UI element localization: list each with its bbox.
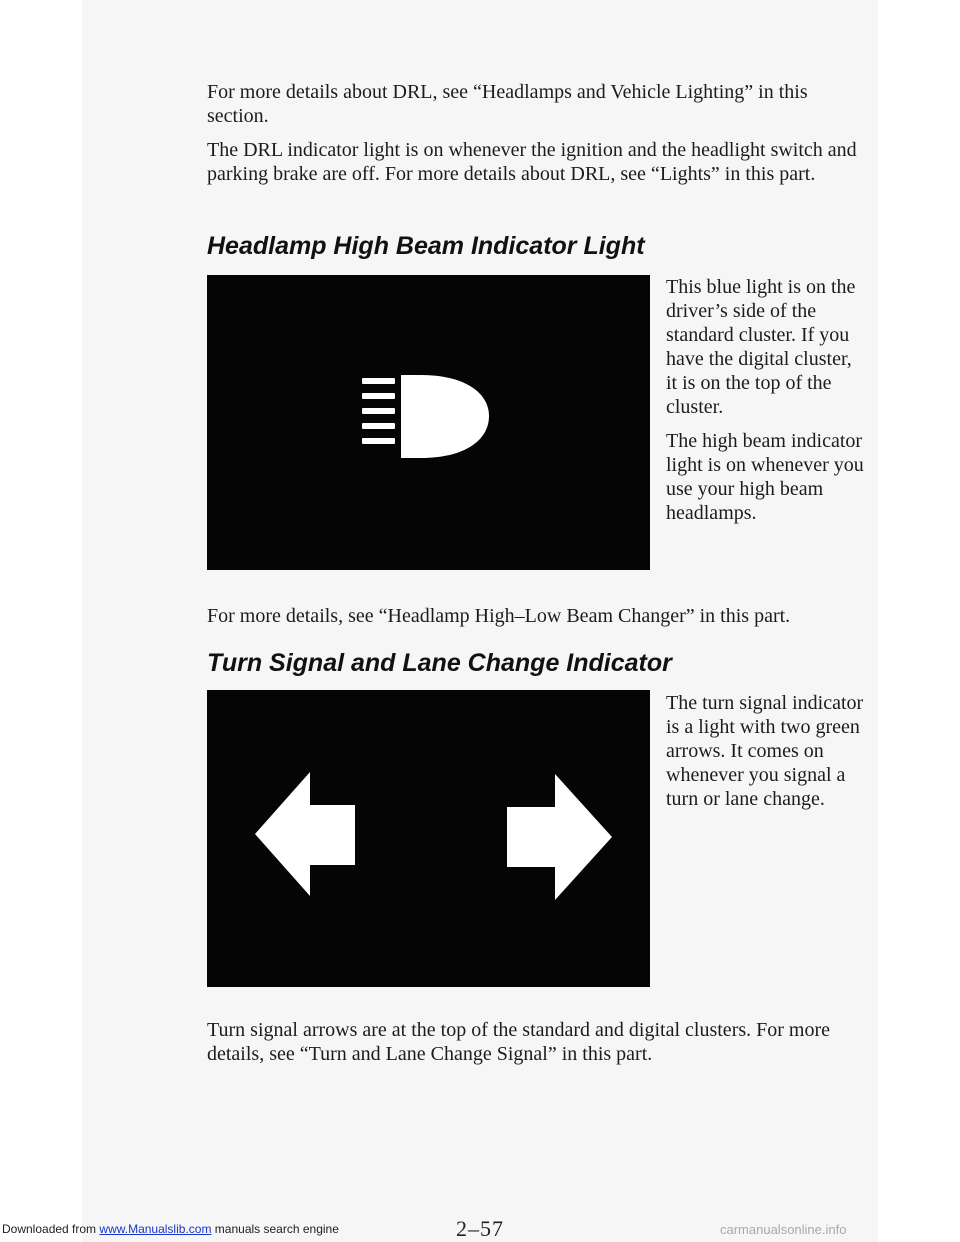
watermark-text: carmanualsonline.info bbox=[720, 1222, 847, 1237]
footer-prefix: Downloaded from bbox=[2, 1222, 97, 1236]
manual-page bbox=[82, 0, 878, 1242]
download-footer bbox=[2, 1222, 339, 1236]
turn-signal-after-paragraph: Turn signal arrows are at the top of the standard and digital clusters. For more details, see “Turn and Lane Change Signal” in this part. bbox=[207, 1019, 831, 1065]
footer-suffix: manuals search engine bbox=[214, 1222, 339, 1236]
turn-signal-side-paragraph: The turn signal indicator is a light with two green arrows. It comes on whenever you signal a turn or lane change. bbox=[666, 692, 864, 810]
turn-signal-heading: Turn Signal and Lane Change Indicator bbox=[207, 649, 672, 677]
high-beam-side-paragraph-1: This blue light is on the driver’s side of the standard cluster. If you have the digital cluster, it is on the top of the cluster. bbox=[666, 276, 856, 418]
high-beam-description bbox=[666, 275, 866, 525]
left-arrow-icon bbox=[255, 772, 355, 896]
high-beam-headlamp-icon bbox=[207, 275, 650, 570]
page-number: 2–57 bbox=[456, 1216, 504, 1241]
high-beam-after-paragraph: For more details, see “Headlamp High–Low Beam Changer” in this part. bbox=[207, 605, 791, 627]
turn-signal-indicator-figure bbox=[207, 690, 650, 987]
manualslib-link[interactable]: www.Manualslib.com bbox=[99, 1222, 212, 1236]
intro-paragraph-1: For more details about DRL, see “Headlamps and Vehicle Lighting” in this section. bbox=[207, 81, 808, 127]
high-beam-indicator-figure bbox=[207, 275, 650, 570]
high-beam-side-paragraph-2: The high beam indicator light is on whenever you use your high beam headlamps. bbox=[666, 430, 864, 524]
high-beam-heading: Headlamp High Beam Indicator Light bbox=[207, 232, 645, 260]
right-arrow-icon bbox=[507, 774, 612, 900]
intro-paragraph-2: The DRL indicator light is on whenever the ignition and the headlight switch and parking brake are off. For more details about DRL, see “Lights” in this part. bbox=[207, 139, 857, 185]
